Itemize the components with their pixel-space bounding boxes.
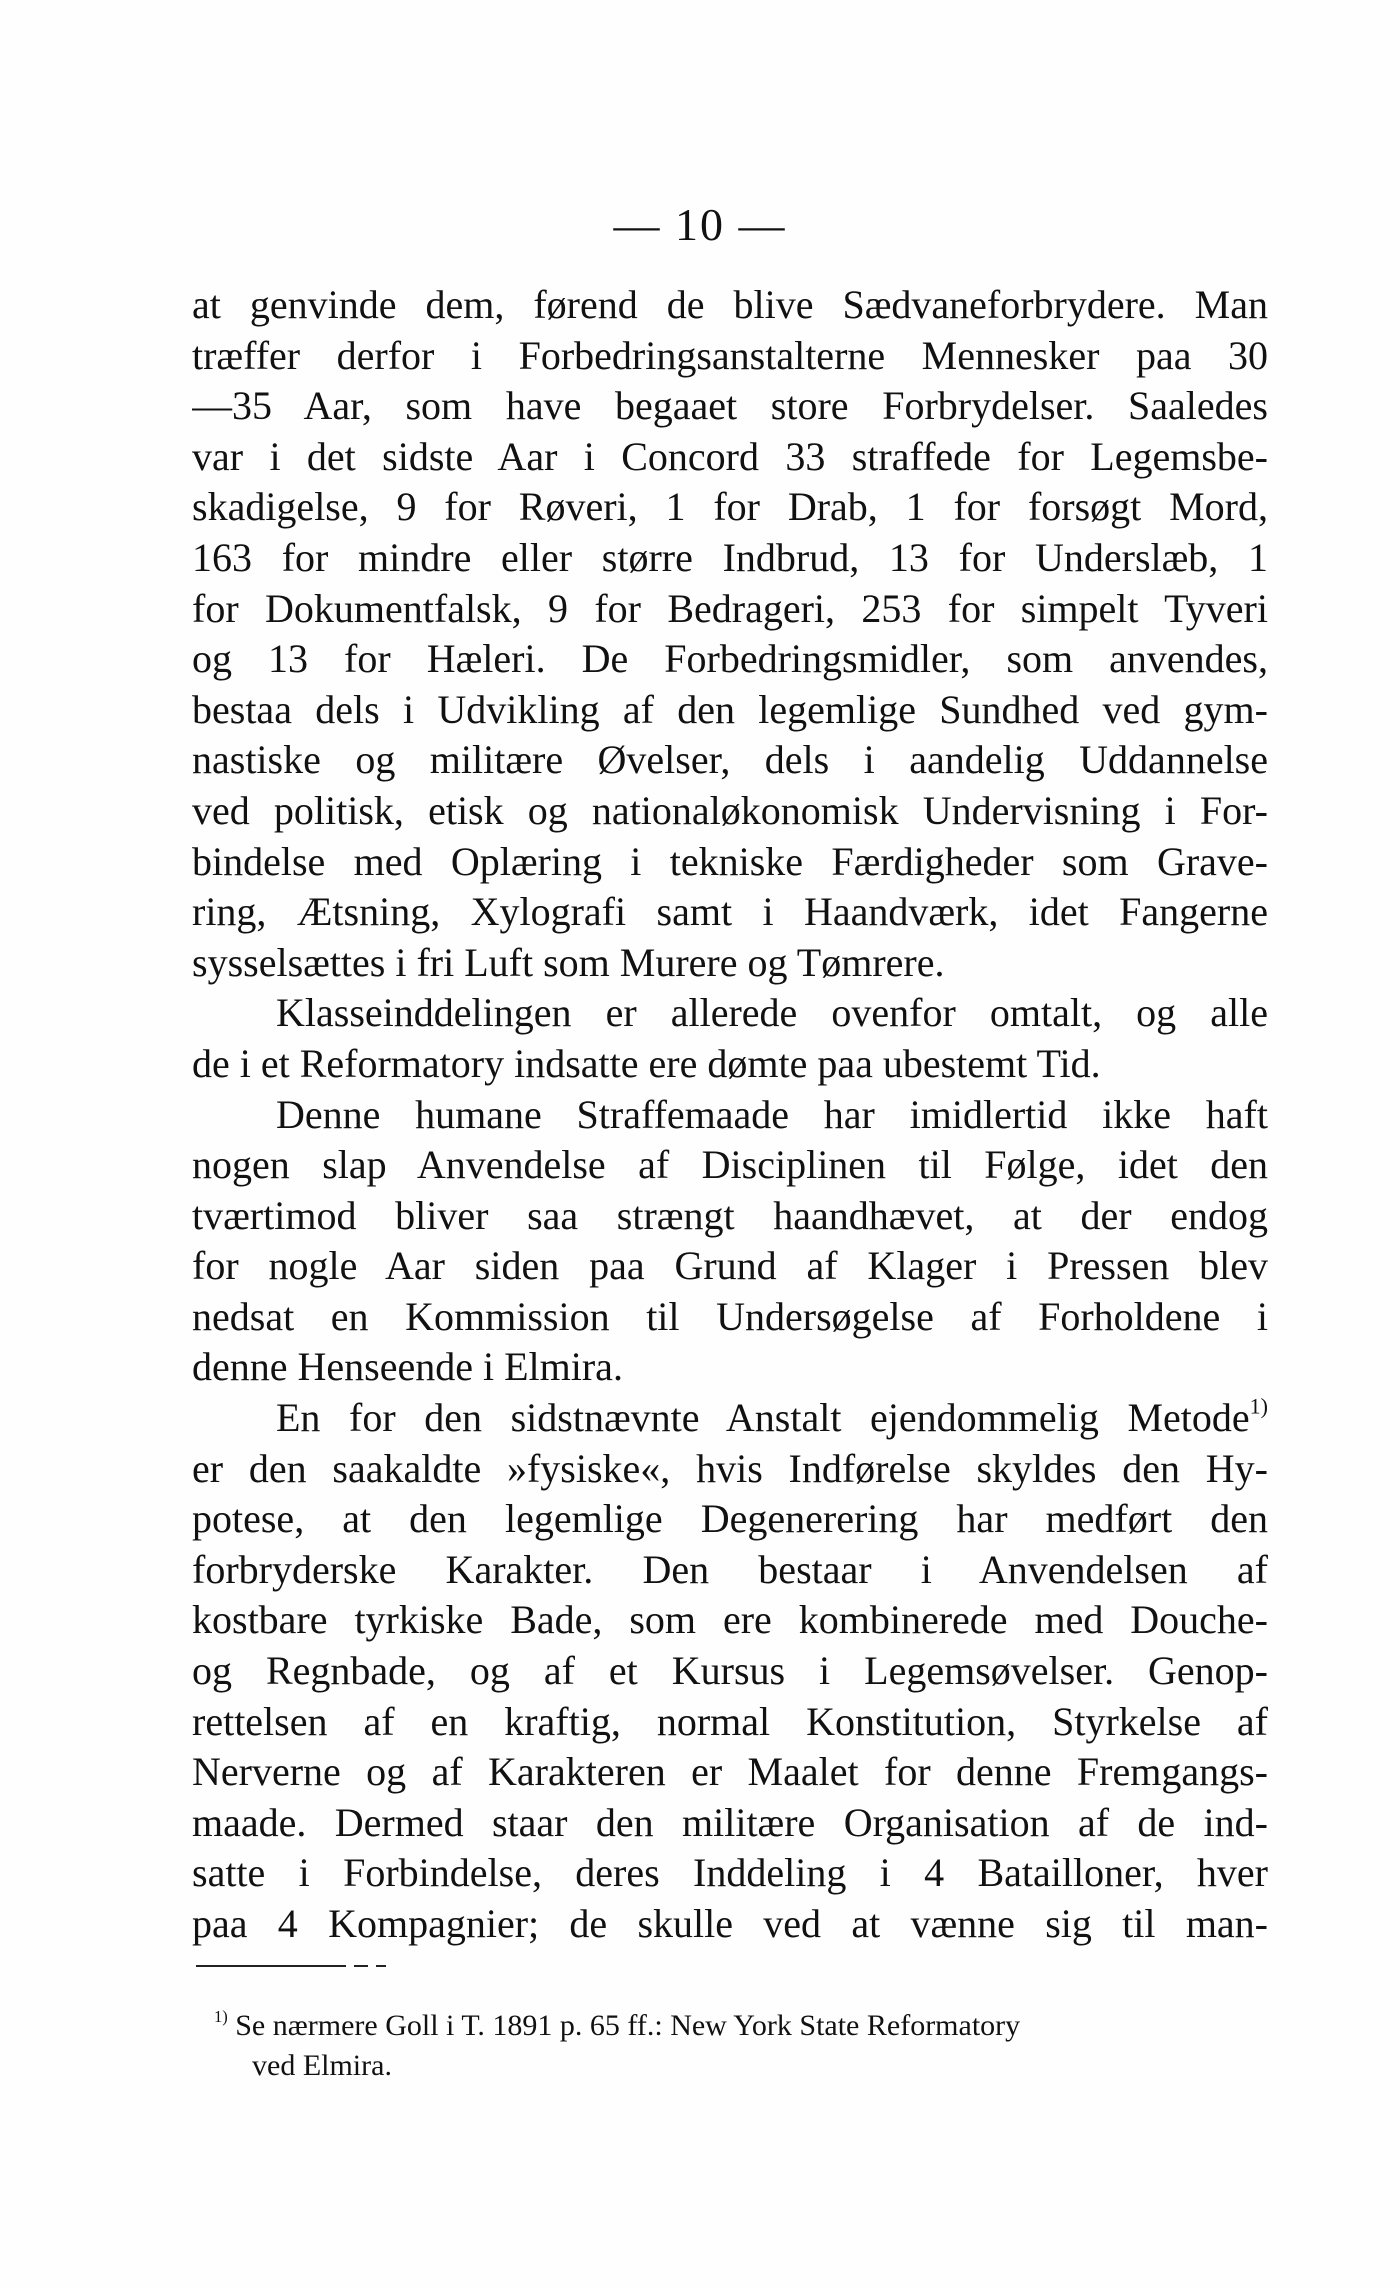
text-line: Klasseinddelingen er allerede ovenfor omtalt, og alle xyxy=(276,990,1268,1036)
text-line: forbryderske Karakter. Den bestaar i Anvendelsen af xyxy=(192,1546,1268,1592)
text-line: var i det sidste Aar i Concord 33 straffede for Legemsbe- xyxy=(192,433,1268,479)
text-line: for Dokumentfalsk, 9 for Bedrageri, 253 for simpelt Tyveri xyxy=(192,585,1268,631)
text-line: nedsat en Kommission til Undersøgelse af Forholdene i xyxy=(192,1293,1268,1339)
page-number: — 10 — xyxy=(613,199,787,250)
text-line: træffer derfor i Forbedringsanstalterne Mennesker paa 30 xyxy=(192,332,1268,378)
text-line: Nerverne og af Karakteren er Maalet for denne Fremgangs- xyxy=(192,1749,1268,1795)
text-line: denne Henseende i Elmira. xyxy=(192,1344,623,1390)
text-line: for nogle Aar siden paa Grund af Klager i Pressen blev xyxy=(192,1243,1268,1289)
text-line: og Regnbade, og af et Kursus i Legemsøvelser. Genop- xyxy=(192,1648,1268,1694)
text-line: skadigelse, 9 for Røveri, 1 for Drab, 1 for forsøgt Mord, xyxy=(192,484,1268,530)
text-line: tværtimod bliver saa strængt haandhævet, at der endog xyxy=(192,1192,1268,1238)
footnote xyxy=(214,2006,1274,2086)
text-line: er den saakaldte »fysiske«, hvis Indførelse skyldes den Hy- xyxy=(192,1445,1268,1491)
text-line: potese, at den legemlige Degenerering har medført den xyxy=(192,1496,1268,1542)
text-line: —35 Aar, som have begaaet store Forbrydelser. Saaledes xyxy=(192,383,1268,429)
body-text xyxy=(192,280,1268,1950)
text-line: satte i Forbindelse, deres Inddeling i 4 Batailloner, hver xyxy=(192,1850,1268,1896)
text-line-with-footnote-ref xyxy=(192,1393,1268,1444)
text-line: kostbare tyrkiske Bade, som ere kombinerede med Douche- xyxy=(192,1597,1268,1643)
footnote-divider-dash xyxy=(354,1965,368,1967)
text-line: og 13 for Hæleri. De Forbedringsmidler, som anvendes, xyxy=(192,636,1268,682)
footnote-reference: 1) xyxy=(1249,1393,1268,1419)
footnote-divider xyxy=(196,1965,346,1967)
text-line: rettelsen af en kraftig, normal Konstitution, Styrkelse af xyxy=(192,1698,1268,1744)
footnote-marker: 1) xyxy=(214,2006,228,2026)
text-line: ring, Ætsning, Xylografi samt i Haandværk, idet Fangerne xyxy=(192,889,1268,935)
text-line: nastiske og militære Øvelser, dels i aandelig Uddannelse xyxy=(192,737,1268,783)
text-line: de i et Reformatory indsatte ere dømte paa ubestemt Tid. xyxy=(192,1040,1101,1086)
text-line: bindelse med Oplæring i tekniske Færdigheder som Grave- xyxy=(192,838,1268,884)
text-line: maade. Dermed staar den militære Organisation af de ind- xyxy=(192,1799,1268,1845)
text-line: at genvinde dem, førend de blive Sædvaneforbrydere. Man xyxy=(192,282,1268,327)
text-line: nogen slap Anvendelse af Disciplinen til Følge, idet den xyxy=(192,1142,1268,1188)
text-line: Denne humane Straffemaade har imidlertid ikke haft xyxy=(276,1091,1268,1137)
text-line: 163 for mindre eller større Indbrud, 13 for Underslæb, 1 xyxy=(192,534,1268,580)
text-line: ved politisk, etisk og nationaløkonomisk Undervisning i For- xyxy=(192,787,1268,833)
text-line: sysselsættes i fri Luft som Murere og Tømrere. xyxy=(192,939,945,985)
footnote-line: ved Elmira. xyxy=(252,2049,392,2082)
footnote-divider-dash xyxy=(376,1965,386,1967)
footnote-line xyxy=(214,2006,1274,2046)
text-line: bestaa dels i Udvikling af den legemlige Sundhed ved gym- xyxy=(192,686,1268,732)
text-line: paa 4 Kompagnier; de skulle ved at vænne sig til man- xyxy=(192,1901,1268,1946)
text-line-content: En for den sidstnævnte Anstalt ejendommelig Metode xyxy=(276,1395,1250,1441)
footnote-text: Se nærmere Goll i T. 1891 p. 65 ff.: New York State Reformatory xyxy=(235,2009,1021,2042)
